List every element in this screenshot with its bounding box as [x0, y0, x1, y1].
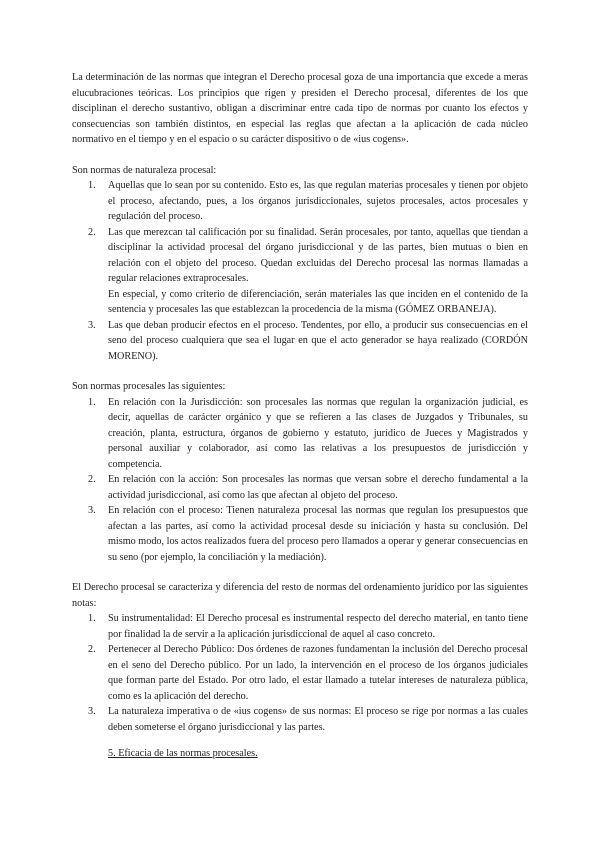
list-number: 3.	[88, 505, 96, 516]
list-item	[72, 611, 528, 642]
list-number: 2.	[88, 644, 96, 655]
section-characteristics	[72, 580, 528, 762]
list-item	[72, 395, 528, 473]
list-item-text: En relación con la acción: Son procesales las normas que versan sobre el derecho fundamental a la actividad jurisdiccional, así como las que afectan al objeto del proceso.	[108, 474, 528, 501]
list-item	[72, 642, 528, 704]
section-heading: 5. Eficacia de las normas procesales.	[108, 748, 258, 759]
numbered-list	[72, 178, 528, 364]
list-item-text: En relación con el proceso: Tienen naturaleza procesal las normas que regulan los presupuestos que afectan a las partes, así como la actividad procesal desde su iniciación y hasta su conclusión. Del mismo modo, los actos realizados fuera del proceso pero llamados a operar y generar consecuencias en su seno (por ejemplo, la conciliación y la mediación).	[108, 505, 528, 563]
list-item	[72, 178, 528, 225]
list-number: 3.	[88, 319, 96, 331]
numbered-list	[72, 611, 528, 735]
list-item	[72, 225, 528, 318]
list-item	[72, 503, 528, 565]
intro-paragraph: La determinación de las normas que integran el Derecho procesal goza de una importancia que excede a meras elucubraciones teóricas. Los principios que rigen y presiden el Derecho procesal, diferentes de los que disciplinan el derecho sustantivo, obligan a discriminar entre cada tipo de normas por cuanto los efectos y consecuencias son también distintos, en especial las reglas que afectan a la aplicación de cada núcleo normativo en el tiempo y en el espacio o su carácter dispositivo o de «ius cogens».	[72, 72, 528, 145]
list-item	[72, 318, 528, 365]
numbered-list	[72, 395, 528, 566]
list-item-text: La naturaleza imperativa o de «ius cogens» de sus normas: El proceso se rige por normas a las cuales deben someterse el órgano jurisdiccional y las partes.	[108, 706, 528, 733]
list-item-text: Su instrumentalidad: El Derecho procesal es instrumental respecto del derecho material, en tanto tiene por finalidad la de servir a la aplicación jurisdiccional de aquel al caso concreto.	[108, 613, 528, 640]
section-procedural-nature	[72, 163, 528, 365]
list-number: 1.	[88, 180, 96, 191]
section-procedural-norms	[72, 379, 528, 565]
list-number: 1.	[88, 613, 96, 624]
document-body	[72, 70, 528, 777]
section-lead: Son normas de naturaleza procesal:	[72, 164, 217, 176]
list-item-text: Pertenecer al Derecho Público: Dos órdenes de razones fundamentan la inclusión del Derecho procesal en el seno del Derecho público. Por un lado, la intervención en el proceso de los órganos judiciales que forman parte del Estado. Por otro lado, el estar llamado a tutelar intereses de naturaleza pública, como es la aplicación del derecho.	[108, 644, 528, 702]
list-item-text: En relación con la Jurisdicción: son procesales las normas que regulan la organización judicial, es decir, aquellas de carácter orgánico y que se refieren a las clases de Juzgados y Tribunales, su creación, planta, estructura, órganos de gobierno y estatuto, jurídico de Jueces y Magistrados y personal auxiliar y colaborador, así como las relativas a los presupuestos de jurisdicción y competencia.	[108, 396, 528, 470]
list-number: 3.	[88, 706, 96, 717]
list-item	[72, 704, 528, 735]
section-lead: Son normas procesales las siguientes:	[72, 381, 226, 392]
list-item-text: Las que deban producir efectos en el proceso. Tendentes, por ello, a producir sus consecuencias en el seno del proceso cualquiera que sea el lugar en que el acto generador se haya realizado (CORDÓN MORENO).	[108, 319, 528, 362]
list-number: 1.	[88, 396, 96, 408]
list-item-text: Aquellas que lo sean por su contenido. Esto es, las que regulan materias procesales y tienen por objeto el proceso, afectando, pues, a los órganos jurisdiccionales, sujetos procesales, actos procesales y regulación del proceso.	[108, 180, 528, 222]
list-item-text: Las que merezcan tal calificación por su finalidad. Serán procesales, por tanto, aquellas que tiendan a disciplinar la actividad procesal del órgano jurisdiccional y de las partes, bien mutuas o bien en relación con el objeto del proceso. Quedan excluidas del Derecho procesal las normas llamadas a regular relaciones extraprocesales.	[108, 226, 528, 284]
list-number: 2.	[88, 474, 96, 485]
list-item	[72, 472, 528, 503]
list-item-extra-text: En especial, y como criterio de diferenciación, serán materiales las que inciden en el contenido de la sentencia y procesales las que establezcan la procedencia de la misma (GÓMEZ ORBANEJA).	[108, 288, 528, 315]
list-number: 2.	[88, 226, 96, 238]
section-lead: El Derecho procesal se caracteriza y diferencia del resto de normas del ordenamiento jurídico por las siguientes notas:	[72, 582, 528, 609]
